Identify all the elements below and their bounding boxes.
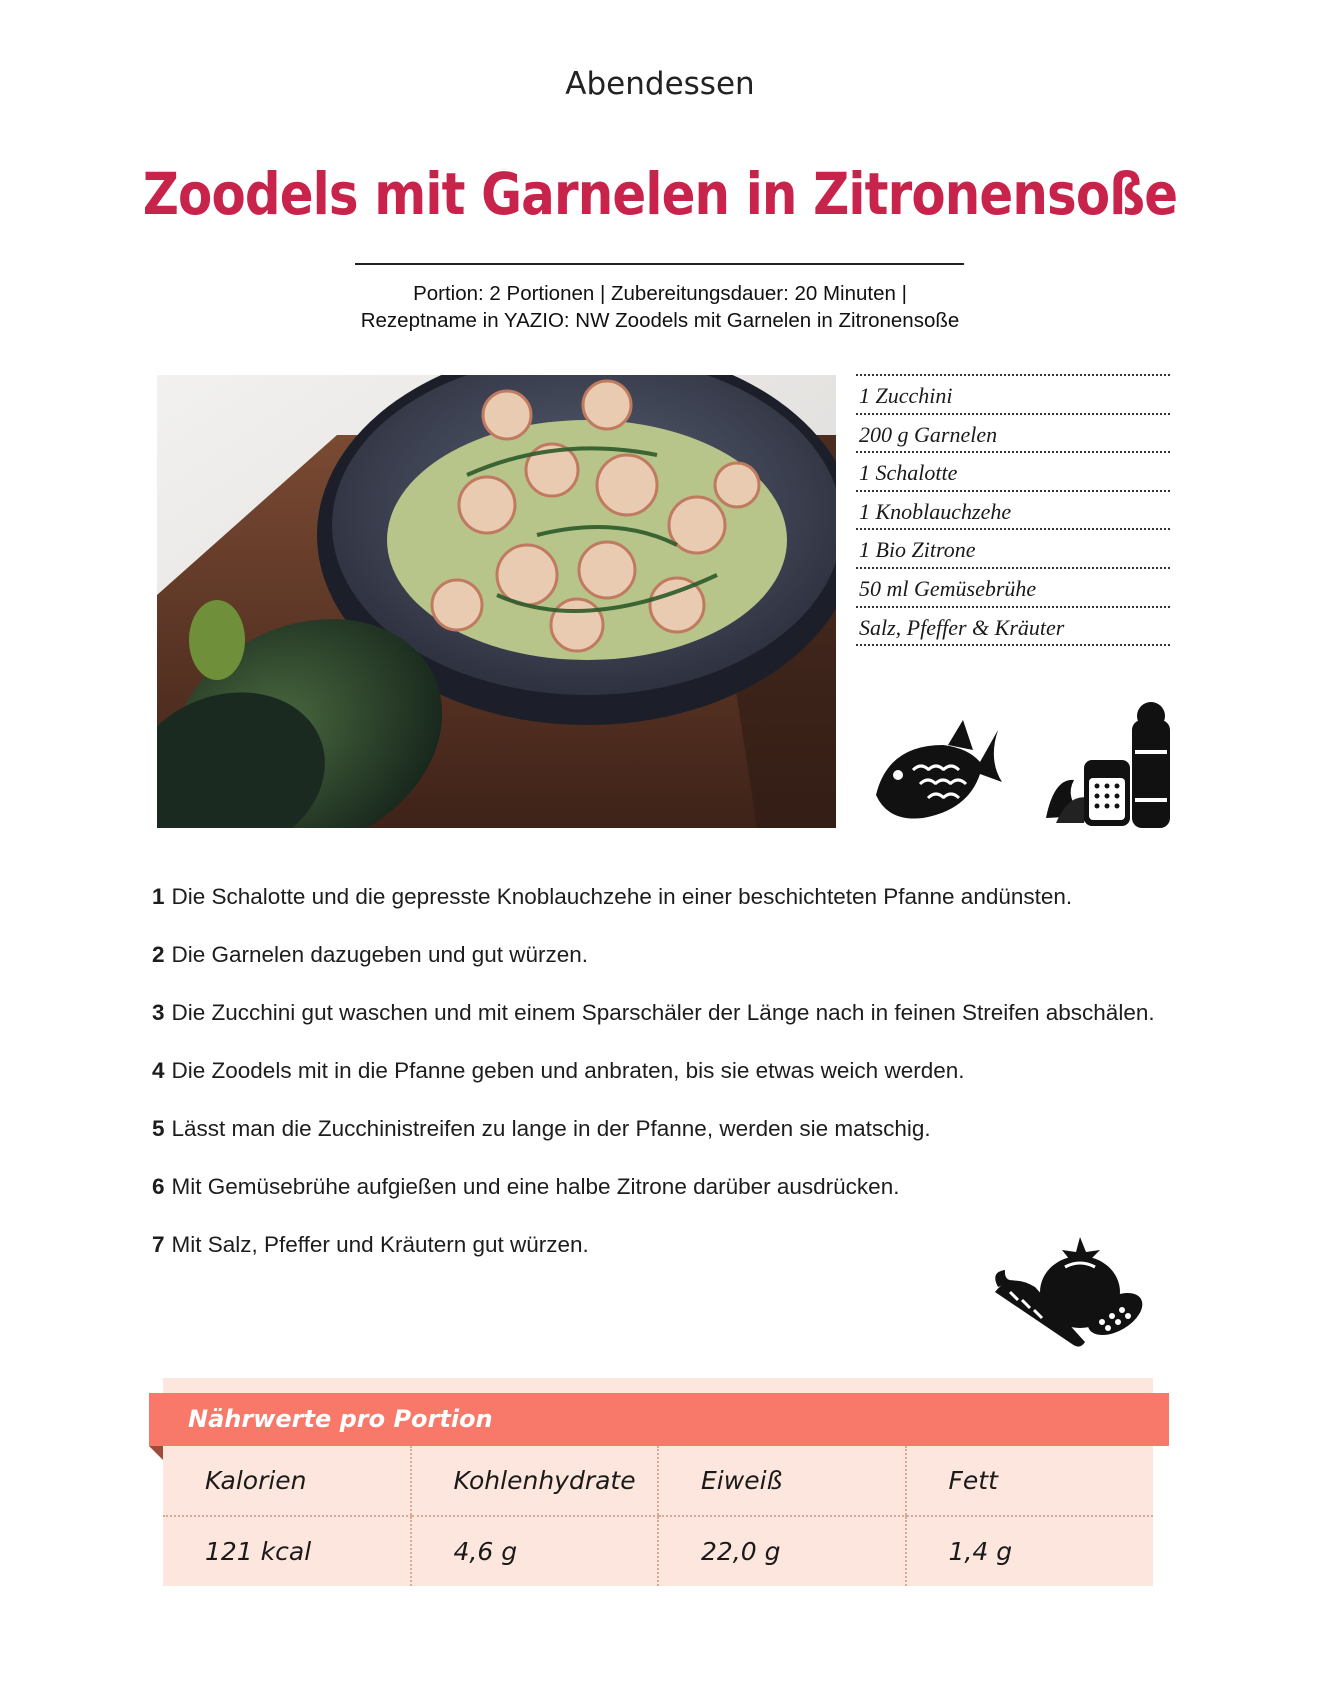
instruction-step	[152, 1056, 1168, 1086]
step-number: 4	[152, 1058, 165, 1083]
nutrition-table	[163, 1446, 1153, 1586]
step-text: Die Garnelen dazugeben und gut würzen.	[171, 942, 589, 967]
meta-line-1: Portion: 2 Portionen | Zubereitungsdauer: 20 Minuten |	[413, 282, 907, 305]
nutrition-value-protein: 22,0 g	[658, 1516, 906, 1586]
step-number: 3	[152, 1000, 165, 1025]
vegetables-icon	[990, 1232, 1150, 1352]
ingredient-item: Salz, Pfeffer & Kräuter	[856, 608, 1170, 647]
step-text: Die Zucchini gut waschen und mit einem Sparschäler der Länge nach in feinen Streifen abschälen.	[171, 1000, 1155, 1025]
ingredient-item: 1 Schalotte	[856, 453, 1170, 492]
band-fold	[149, 1446, 163, 1460]
step-text: Lässt man die Zucchinistreifen zu lange in der Pfanne, werden sie matschig.	[171, 1116, 931, 1141]
title-divider	[355, 263, 964, 265]
step-text: Mit Gemüsebrühe aufgießen und eine halbe Zitrone darüber ausdrücken.	[171, 1174, 900, 1199]
step-text: Mit Salz, Pfeffer und Kräutern gut würzen.	[171, 1232, 589, 1257]
step-text: Die Schalotte und die gepresste Knoblauchzehe in einer beschichteten Pfanne andünsten.	[171, 884, 1073, 909]
nutrition-value-row	[163, 1516, 1153, 1586]
ingredient-item: 1 Knoblauchzehe	[856, 492, 1170, 531]
nutrition-title: Nährwerte pro Portion	[188, 1405, 493, 1433]
instruction-step	[152, 1114, 1168, 1144]
nutrition-value-calories: 121 kcal	[205, 1537, 312, 1566]
ingredient-list	[856, 374, 1170, 646]
instruction-step	[152, 1172, 1168, 1202]
instructions	[152, 882, 1168, 1288]
nutrition-value-fat: 1,4 g	[906, 1516, 1154, 1586]
step-number: 7	[152, 1232, 165, 1257]
fish-icon	[868, 700, 1002, 836]
instruction-step	[152, 940, 1168, 970]
ingredient-item: 1 Bio Zitrone	[856, 530, 1170, 569]
nutrition-header-protein: Eiweiß	[658, 1446, 906, 1516]
step-number: 6	[152, 1174, 165, 1199]
nutrition-header-carbs: Kohlenhydrate	[411, 1446, 659, 1516]
nutrition-value-carbs: 4,6 g	[411, 1516, 659, 1586]
ingredient-item: 200 g Garnelen	[856, 415, 1170, 454]
ingredient-item: 50 ml Gemüsebrühe	[856, 569, 1170, 608]
meta-line-2: Rezeptname in YAZIO: NW Zoodels mit Garnelen in Zitronensoße	[360, 309, 960, 332]
page-category: Abendessen	[565, 66, 755, 102]
ingredient-item: 1 Zucchini	[856, 376, 1170, 415]
salt-pepper-icon	[1044, 698, 1174, 830]
instruction-step	[152, 882, 1168, 912]
recipe-title: Zoodels mit Garnelen in Zitronensoße	[142, 160, 1178, 228]
step-text: Die Zoodels mit in die Pfanne geben und anbraten, bis sie etwas weich werden.	[171, 1058, 965, 1083]
instruction-step	[152, 998, 1168, 1028]
nutrition-header-calories: Kalorien	[163, 1446, 411, 1516]
step-number: 5	[152, 1116, 165, 1141]
step-number: 2	[152, 942, 165, 967]
dish-photo	[157, 375, 836, 828]
recipe-meta	[0, 280, 1320, 334]
nutrition-header-row	[163, 1446, 1153, 1516]
step-number: 1	[152, 884, 165, 909]
nutrition-header-fat: Fett	[906, 1446, 1154, 1516]
